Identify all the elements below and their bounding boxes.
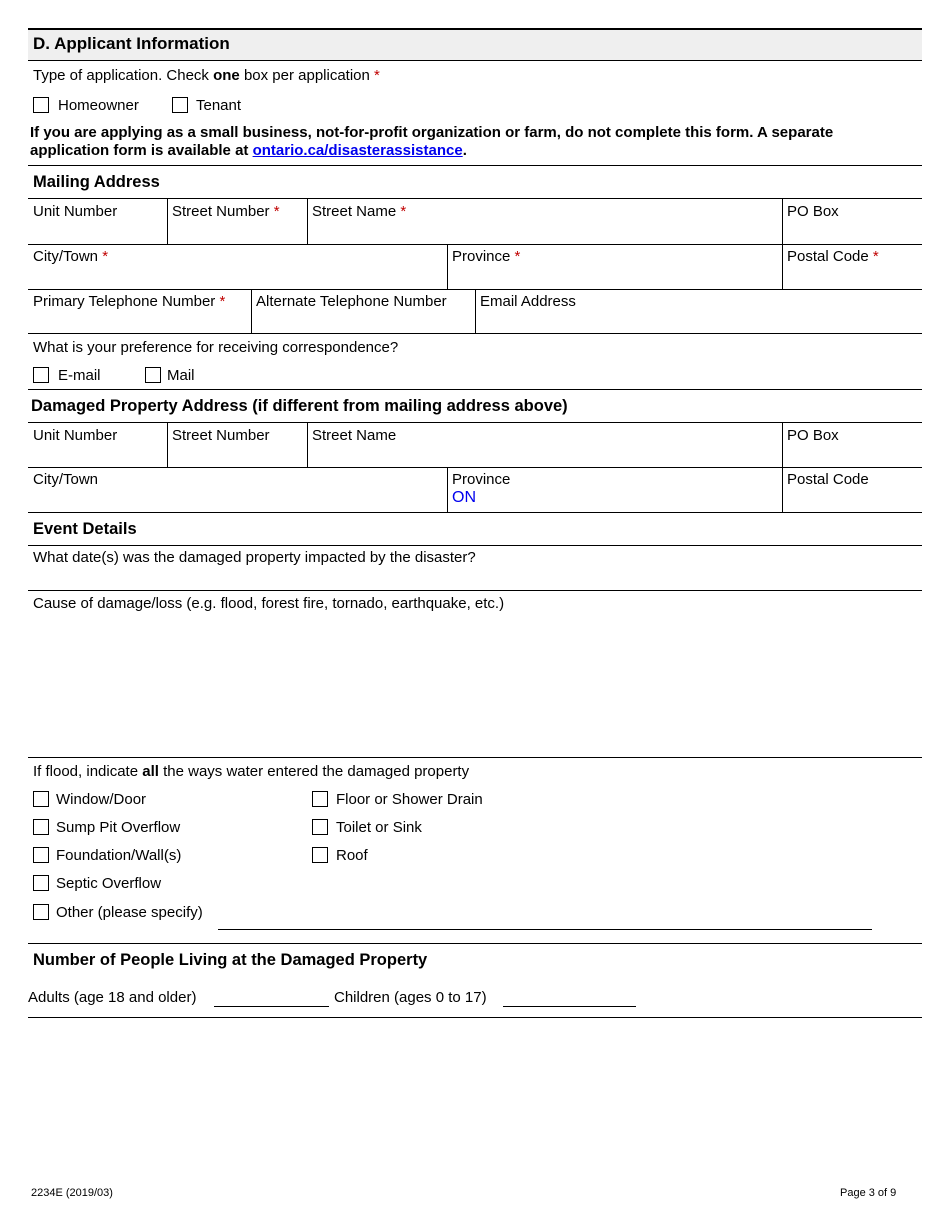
toilet-sink-label: Toilet or Sink — [336, 819, 422, 836]
email-preference-label: E-mail — [58, 367, 101, 384]
business-notice: If you are applying as a small business, not-for-profit organization or farm, do not complete this form. A separate — [30, 124, 834, 141]
homeowner-checkbox[interactable] — [33, 97, 49, 113]
divider — [28, 1017, 922, 1018]
alternate-phone-input[interactable] — [252, 312, 474, 332]
divider — [28, 422, 922, 423]
divider — [447, 467, 448, 512]
window-door-label: Window/Door — [56, 791, 147, 808]
damaged-street-number-label: Street Number — [172, 427, 270, 444]
damaged-po-box-label: PO Box — [787, 427, 839, 444]
mailing-street-number-label: Street Number * — [172, 203, 280, 221]
divider — [28, 590, 922, 591]
roof-checkbox[interactable] — [312, 847, 328, 863]
mailing-address-title: Mailing Address — [33, 173, 160, 191]
damaged-city-label: City/Town — [33, 471, 99, 488]
primary-phone-input[interactable] — [28, 312, 250, 332]
people-living-title: Number of People Living at the Damaged Property — [33, 951, 428, 969]
disaster-assistance-link[interactable]: ontario.ca/disasterassistance — [252, 142, 463, 159]
mail-preference-checkbox[interactable] — [145, 367, 161, 383]
damaged-unit-number-input[interactable] — [28, 446, 166, 467]
damaged-postal-code-input[interactable] — [783, 490, 921, 511]
damaged-po-box-input[interactable] — [783, 446, 921, 467]
impact-dates-input[interactable] — [28, 568, 922, 589]
divider — [28, 545, 922, 546]
mailing-postal-code-input[interactable] — [783, 267, 921, 288]
adults-label: Adults (age 18 and older) — [28, 989, 197, 1006]
adults-underline — [214, 1006, 329, 1007]
damaged-postal-code-label: Postal Code — [787, 471, 869, 488]
mailing-unit-number-input[interactable] — [28, 222, 166, 243]
damaged-street-number-input[interactable] — [168, 446, 306, 467]
mailing-province-input[interactable] — [448, 267, 781, 288]
divider — [28, 467, 922, 468]
floor-shower-drain-label: Floor or Shower Drain — [336, 791, 483, 808]
email-address-input[interactable] — [476, 312, 921, 332]
damaged-province-value[interactable]: ON — [452, 489, 476, 506]
divider — [28, 389, 922, 390]
other-checkbox[interactable] — [33, 904, 49, 920]
divider — [28, 943, 922, 944]
foundation-wall-checkbox[interactable] — [33, 847, 49, 863]
mailing-city-input[interactable] — [28, 267, 446, 288]
mailing-street-number-input[interactable] — [168, 222, 306, 243]
mailing-street-name-input[interactable] — [308, 222, 781, 243]
email-address-label: Email Address — [480, 293, 576, 310]
divider — [28, 512, 922, 513]
mailing-province-label: Province * — [452, 248, 520, 266]
damaged-property-title: Damaged Property Address (if different from mailing address above) — [31, 397, 568, 415]
primary-phone-label: Primary Telephone Number * — [33, 293, 225, 311]
application-type-prompt: Type of application. Check one box per application * — [33, 67, 380, 85]
cause-of-damage-input[interactable] — [28, 615, 922, 756]
damaged-street-name-label: Street Name — [312, 427, 397, 444]
mailing-postal-code-label: Postal Code * — [787, 248, 879, 266]
email-preference-checkbox[interactable] — [33, 367, 49, 383]
divider — [28, 757, 922, 758]
form-id: 2234E (2019/03) — [31, 1187, 113, 1199]
event-details-title: Event Details — [33, 520, 137, 538]
divider — [28, 244, 922, 245]
mailing-po-box-label: PO Box — [787, 203, 839, 220]
children-input[interactable] — [503, 986, 636, 1006]
damaged-unit-number-label: Unit Number — [33, 427, 118, 444]
homeowner-label: Homeowner — [58, 97, 139, 114]
business-notice-line2: application form is available at ontario.ca/disasterassistance. — [30, 142, 467, 159]
page-number: Page 3 of 9 — [840, 1187, 897, 1199]
sump-pit-overflow-checkbox[interactable] — [33, 819, 49, 835]
mailing-po-box-input[interactable] — [783, 222, 921, 243]
tenant-label: Tenant — [196, 97, 242, 114]
children-underline — [503, 1006, 636, 1007]
correspondence-preference-question: What is your preference for receiving correspondence? — [33, 339, 399, 356]
cause-of-damage-question: Cause of damage/loss (e.g. flood, forest fire, tornado, earthquake, etc.) — [33, 595, 505, 612]
tenant-checkbox[interactable] — [172, 97, 188, 113]
other-specify-input[interactable] — [218, 908, 872, 928]
impact-dates-question: What date(s) was the damaged property impacted by the disaster? — [33, 549, 476, 566]
roof-label: Roof — [336, 847, 368, 864]
damaged-street-name-input[interactable] — [308, 446, 781, 467]
septic-overflow-checkbox[interactable] — [33, 875, 49, 891]
children-label: Children (ages 0 to 17) — [334, 989, 487, 1006]
divider — [28, 165, 922, 166]
divider — [28, 333, 922, 334]
other-label: Other (please specify) — [56, 904, 203, 921]
damaged-city-input[interactable] — [28, 490, 446, 511]
septic-overflow-label: Septic Overflow — [56, 875, 162, 892]
divider — [28, 198, 922, 199]
flood-entry-question: If flood, indicate all the ways water entered the damaged property — [33, 763, 470, 780]
mailing-unit-number-label: Unit Number — [33, 203, 118, 220]
mailing-street-name-label: Street Name * — [312, 203, 406, 221]
damaged-province-label: Province — [452, 471, 511, 488]
section-d-title: D. Applicant Information — [33, 34, 230, 53]
floor-shower-drain-checkbox[interactable] — [312, 791, 328, 807]
alternate-phone-label: Alternate Telephone Number — [256, 293, 447, 310]
foundation-wall-label: Foundation/Wall(s) — [56, 847, 182, 864]
other-specify-underline — [218, 929, 872, 930]
mail-preference-label: Mail — [167, 367, 195, 384]
window-door-checkbox[interactable] — [33, 791, 49, 807]
mailing-city-label: City/Town * — [33, 248, 108, 266]
sump-pit-overflow-label: Sump Pit Overflow — [56, 819, 181, 836]
adults-input[interactable] — [214, 986, 329, 1006]
toilet-sink-checkbox[interactable] — [312, 819, 328, 835]
